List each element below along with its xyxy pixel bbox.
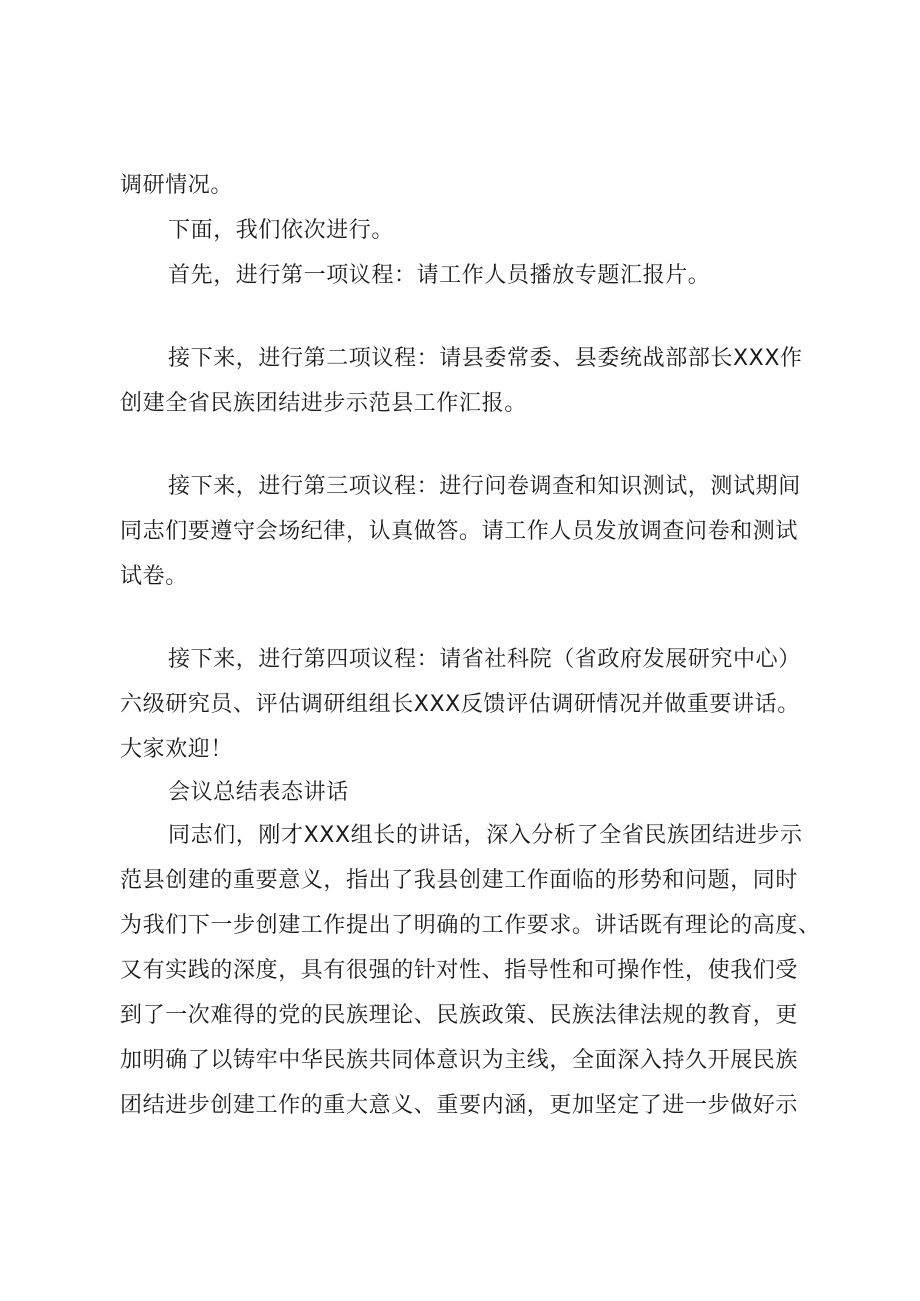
- text-line: 调研情况。: [120, 173, 234, 198]
- text-line: 创建全省民族团结进步示范县工作汇报。: [120, 391, 527, 416]
- text-line: 到了一次难得的党的民族理论、民族政策、民族法律法规的教育，更: [120, 1003, 799, 1028]
- text-line: 试卷。: [120, 564, 188, 589]
- text-line: 团结进步创建工作的重大意义、重要内涵，更加坚定了进一步做好示: [120, 1093, 799, 1118]
- text-line: 范县创建的重要意义，指出了我县创建工作面临的形势和问题，同时: [120, 868, 799, 893]
- section-heading: 会议总结表态讲话: [168, 780, 349, 805]
- text-line: 同志们，刚才XXX组长的讲话，深入分析了全省民族团结进步示: [168, 823, 803, 848]
- text-line: 大家欢迎！: [120, 737, 234, 762]
- text-line: 接下来，进行第四项议程：请省社科院（省政府发展研究中心）: [168, 647, 801, 672]
- text-line: 为我们下一步创建工作提出了明确的工作要求。讲话既有理论的高度、: [120, 913, 821, 938]
- text-line: 同志们要遵守会场纪律，认真做答。请工作人员发放调查问卷和测试: [120, 519, 799, 544]
- text-line: 六级研究员、评估调研组组长XXX反馈评估调研情况并做重要讲话。: [120, 692, 800, 717]
- text-line: 下面，我们依次进行。: [168, 218, 395, 243]
- text-line: 接下来，进行第三项议程：进行问卷调查和知识测试，测试期间: [168, 474, 801, 499]
- text-line: 加明确了以铸牢中华民族共同体意识为主线，全面深入持久开展民族: [120, 1048, 799, 1073]
- text-line: 首先，进行第一项议程：请工作人员播放专题汇报片。: [168, 263, 711, 288]
- text-line: 接下来，进行第二项议程：请县委常委、县委统战部部长XXX作: [168, 346, 803, 371]
- text-line: 又有实践的深度，具有很强的针对性、指导性和可操作性，使我们受: [120, 958, 799, 983]
